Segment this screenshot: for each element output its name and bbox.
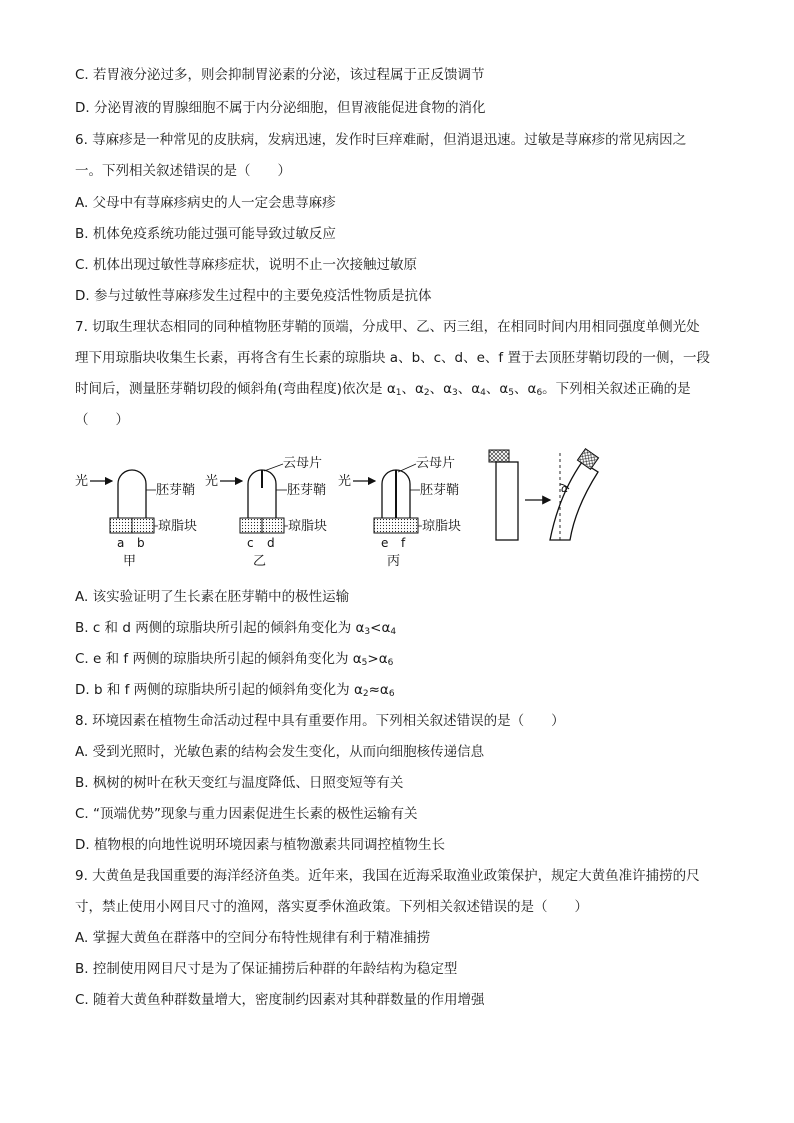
label-b: b: [137, 536, 145, 550]
option-7c-sub-5: 5: [361, 658, 368, 668]
option-9b: B. 控制使用网目尺寸是为了保证捕捞后种群的年龄结构为稳定型: [75, 961, 458, 977]
question-7-stem: 7. 切取生理状态相同的同种植物胚芽鞘的顶端，分成甲、乙、丙三组，在相同时间内用相同强度单侧光处: [75, 319, 700, 335]
option-6c: C. 机体出现过敏性荨麻疹症状，说明不止一次接触过敏原: [75, 257, 418, 273]
light-label-bing: 光: [338, 474, 352, 489]
option-8d: D. 植物根的向地性说明环境因素与植物激素共同调控植物生长: [75, 837, 445, 853]
group-bing: [338, 455, 461, 569]
label-agar-jia: 琼脂块: [158, 519, 198, 534]
question-9-stem-cont: 寸，禁止使用小网目尺寸的渔网，落实夏季休渔政策。下列相关叙述错误的是（ ）: [75, 899, 588, 915]
option-7b-alpha: α: [381, 620, 391, 636]
option-5d: D. 分泌胃液的胃腺细胞不属于内分泌细胞，但胃液能促进食物的消化: [75, 100, 486, 116]
option-6a: A. 父母中有荨麻疹病史的人一定会患荨麻疹: [75, 195, 336, 211]
label-c: c: [247, 536, 254, 550]
option-7a: A. 该实验证明了生长素在胚芽鞘中的极性运输: [75, 589, 350, 605]
sep-3: 、: [457, 381, 472, 397]
option-7c-sub-6: 6: [387, 658, 394, 668]
leader-mica-bing: [398, 464, 416, 472]
question-7-blank: （ ）: [75, 412, 129, 428]
label-e: e: [381, 536, 389, 550]
leader-mica-yi: [264, 464, 283, 471]
angles-end: 。下列相关叙述正确的是: [542, 381, 691, 397]
sep-1: 、: [401, 381, 415, 397]
question-6-stem: 6. 荨麻疹是一种常见的皮肤病，发病迅速，发作时巨痒难耐，但消退迅速。过敏是荨麻疹的常见病因之: [75, 132, 687, 148]
alpha-3: α: [443, 381, 453, 397]
label-f: f: [401, 536, 406, 550]
alpha-4: α: [471, 381, 481, 397]
sub-6: 6: [536, 388, 543, 398]
label-mica-bing: 云母片: [416, 456, 456, 471]
sub-4: 4: [480, 388, 486, 398]
angle-label: α: [561, 482, 569, 495]
alpha-2: α: [414, 381, 424, 397]
group-yi: [205, 455, 327, 569]
option-7d-sub-6: 6: [388, 689, 395, 699]
option-7d-op: ≈: [368, 682, 380, 698]
option-5c: C. 若胃液分泌过多，则会抑制胃泌素的分泌，该过程属于正反馈调节: [75, 67, 485, 83]
sub-1: 1: [395, 388, 402, 398]
option-7b-sub-4: 4: [390, 627, 397, 637]
option-7d-text: D. b 和 f 两侧的琼脂块所引起的倾斜角变化为 α: [75, 682, 363, 698]
option-7b-sub-3: 3: [364, 627, 371, 637]
question-7-stem-cont: 理下用琼脂块收集生长素，再将含有生长素的琼脂块 a、b、c、d、e、f 置于去顶胚芽鞘切段的一侧，一段: [75, 350, 710, 366]
option-7c-text: C. e 和 f 两侧的琼脂块所引起的倾斜角变化为 α: [75, 651, 362, 667]
option-7b: [75, 618, 396, 642]
option-9a: A. 掌握大黄鱼在群落中的空间分布特性规律有利于精准捕捞: [75, 930, 431, 946]
sub-5: 5: [508, 388, 515, 398]
option-7d: [75, 680, 395, 704]
group-name-bing: 丙: [387, 554, 401, 569]
option-7d-alpha: α: [379, 682, 389, 698]
option-7b-text: B. c 和 d 两侧的琼脂块所引起的倾斜角变化为 α: [75, 620, 365, 636]
sep-2: 、: [429, 381, 444, 397]
label-d: d: [267, 536, 275, 550]
angles-intro: 时间后，测量胚芽鞘切段的倾斜角(弯曲程度)依次是 α: [75, 381, 396, 397]
option-6b: B. 机体免疫系统功能过强可能导致过敏反应: [75, 226, 336, 242]
sub-3: 3: [452, 388, 458, 398]
option-8b: B. 枫树的树叶在秋天变红与温度降低、日照变短等有关: [75, 775, 404, 791]
light-label-yi: 光: [205, 474, 219, 489]
sep-5: 、: [514, 381, 528, 397]
segment-diagram: [489, 449, 599, 540]
alpha-6: α: [527, 381, 537, 397]
label-coleoptile-bing: 胚芽鞘: [420, 483, 460, 498]
agar-block-on-segment: [489, 450, 509, 462]
agar-block-bing: [374, 518, 418, 533]
label-coleoptile-jia: 胚芽鞘: [156, 483, 196, 498]
option-7d-sub-2: 2: [362, 689, 369, 699]
light-label-jia: 光: [75, 474, 89, 489]
bent-segment: [550, 462, 598, 540]
question-7-stem-angles: [75, 379, 691, 403]
label-mica-yi: 云母片: [283, 456, 323, 471]
group-name-yi: 乙: [253, 554, 267, 569]
option-7b-op: <: [370, 620, 382, 636]
straight-segment: [496, 462, 518, 540]
question-8-stem: 8. 环境因素在植物生命活动过程中具有重要作用。下列相关叙述错误的是（ ）: [75, 713, 565, 729]
option-7c-op: >: [367, 651, 379, 667]
coleoptile-figure: [70, 440, 630, 575]
sep-4: 、: [485, 381, 500, 397]
group-name-jia: 甲: [123, 554, 137, 569]
option-6d: D. 参与过敏性荨麻疹发生过程中的主要免疫活性物质是抗体: [75, 288, 432, 304]
question-9-stem: 9. 大黄鱼是我国重要的海洋经济鱼类。近年来，我国在近海采取渔业政策保护，规定大黄鱼准许捕捞的尺: [75, 868, 700, 884]
option-8c: C. “顶端优势”现象与重力因素促进生长素的极性运输有关: [75, 806, 418, 822]
label-coleoptile-yi: 胚芽鞘: [287, 483, 327, 498]
alpha-5: α: [499, 381, 509, 397]
label-a: a: [117, 536, 125, 550]
label-agar-yi: 琼脂块: [288, 519, 328, 534]
label-agar-bing: 琼脂块: [422, 519, 462, 534]
option-7c-alpha: α: [378, 651, 388, 667]
sub-2: 2: [423, 388, 430, 398]
option-7c: [75, 649, 393, 673]
option-8a: A. 受到光照时，光敏色素的结构会发生变化，从而向细胞核传递信息: [75, 744, 485, 760]
group-jia: [75, 470, 197, 569]
option-9c: C. 随着大黄鱼种群数量增大，密度制约因素对其种群数量的作用增强: [75, 992, 485, 1008]
coleoptile-tip-jia: [118, 470, 146, 518]
question-6-stem-cont: 一。下列相关叙述错误的是（ ）: [75, 163, 291, 179]
